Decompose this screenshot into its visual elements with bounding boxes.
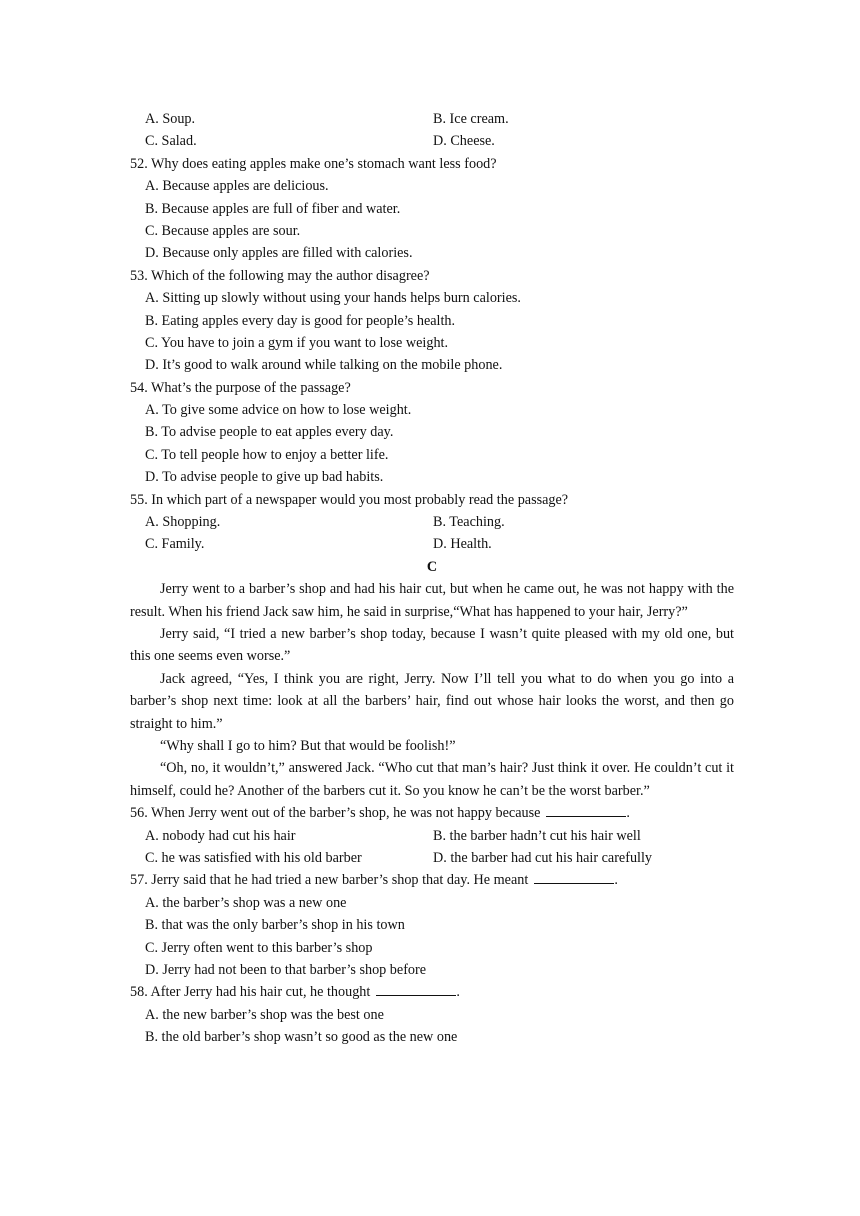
q51-option-a: A. Soup. [145, 111, 196, 127]
q57-stem-row: 57. Jerry said that he had tried a new barber’s shop that day. He meant . [130, 869, 734, 891]
q55-option-b: B. Teaching. [433, 514, 505, 531]
q54-option-a: A. To give some advice on how to lose weight. [145, 402, 412, 419]
q57-option-d: D. Jerry had not been to that barber’s shop before [145, 962, 427, 978]
q58-stem: 58. After Jerry had his hair cut, he thought [130, 984, 371, 1001]
q56-option-a: A. nobody had cut his hair [145, 827, 296, 844]
q53-option-a: A. Sitting up slowly without using your hands helps burn calories. [145, 290, 521, 307]
q55-option-d: D. Health. [433, 536, 492, 553]
q55-stem: 55. In which part of a newspaper would you most probably read the passage? [130, 491, 569, 508]
q55-options-row2 [130, 533, 734, 555]
q52-stem: 52. Why does eating apples make one’s stomach want less food? [130, 155, 497, 172]
passage-paragraph-5: “Oh, no, it wouldn’t,” answered Jack. “Who cut that man’s hair? Just think it over. He couldn’t cut it himself, could he? Another of the barbers cut it. So you know he can’t be the worst barber.” [130, 760, 734, 799]
q53-option-c: C. You have to join a gym if you want to lose weight. [145, 334, 449, 351]
q52-option-b: B. Because apples are full of fiber and water. [145, 200, 401, 217]
passage-paragraph-1: Jerry went to a barber’s shop and had his hair cut, but when he came out, he was not happy with the result. When his friend Jack saw him, he said in surprise,“What has happened to your hair, Jerry?” [130, 581, 734, 620]
q56-options-row2 [130, 847, 734, 869]
q56-option-d: D. the barber had cut his hair carefully [433, 850, 653, 867]
q54-option-c: C. To tell people how to enjoy a better life. [145, 446, 389, 463]
passage-paragraph-4: “Why shall I go to him? But that would be foolish!” [160, 738, 456, 755]
passage-paragraph-2: Jerry said, “I tried a new barber’s shop today, because I wasn’t quite pleased with my old one, but this one seems even worse.” [130, 626, 734, 665]
answer-blank [546, 802, 626, 817]
section-heading: C [426, 558, 438, 575]
answer-blank [534, 869, 614, 884]
q51-option-d: D. Cheese. [433, 133, 495, 150]
q57-stem: 57. Jerry said that he had tried a new barber’s shop that day. He meant [130, 872, 529, 889]
answer-blank [376, 981, 456, 996]
q51-option-b: B. Ice cream. [433, 111, 509, 127]
q55-option-a: A. Shopping. [145, 514, 221, 531]
q54-option-d: D. To advise people to give up bad habits. [145, 469, 384, 486]
q56-option-c: C. he was satisfied with his old barber [145, 850, 362, 867]
passage-paragraph-3: Jack agreed, “Yes, I think you are right, Jerry. Now I’ll tell you what to do when you go into a barber’s shop next time: look at all the barbers’ hair, find out whose hair looks the worst, and then go straight to him.” [130, 670, 734, 732]
q54-option-b: B. To advise people to eat apples every day. [145, 424, 394, 441]
q55-options-row1 [130, 511, 734, 533]
q58-stem-row: 58. After Jerry had his hair cut, he thought . [130, 981, 734, 1003]
q52-option-a: A. Because apples are delicious. [145, 178, 329, 195]
q58-option-b: B. the old barber’s shop wasn’t so good as the new one [145, 1029, 458, 1046]
q53-stem: 53. Which of the following may the author disagree? [130, 267, 430, 284]
exam-page [130, 108, 734, 1049]
q51-options-row2 [130, 130, 734, 152]
q57-option-c: C. Jerry often went to this barber’s shop [145, 939, 373, 956]
q56-option-b: B. the barber hadn’t cut his hair well [433, 827, 641, 844]
q56-stem: 56. When Jerry went out of the barber’s shop, he was not happy because [130, 805, 541, 822]
q51-options-row1 [130, 108, 734, 130]
q54-stem: 54. What’s the purpose of the passage? [130, 379, 351, 396]
q58-option-a: A. the new barber’s shop was the best one [145, 1006, 384, 1023]
q52-option-c: C. Because apples are sour. [145, 222, 301, 239]
q56-options-row1 [130, 825, 734, 847]
q52-option-d: D. Because only apples are filled with calories. [145, 245, 413, 262]
q51-option-c: C. Salad. [145, 133, 197, 150]
q53-option-d: D. It’s good to walk around while talking on the mobile phone. [145, 357, 503, 374]
q56-stem-row: 56. When Jerry went out of the barber’s shop, he was not happy because . [130, 802, 734, 824]
q53-option-b: B. Eating apples every day is good for people’s health. [145, 312, 456, 329]
q55-option-c: C. Family. [145, 536, 205, 553]
q57-option-b: B. that was the only barber’s shop in his town [145, 917, 405, 934]
q57-option-a: A. the barber’s shop was a new one [145, 894, 347, 911]
